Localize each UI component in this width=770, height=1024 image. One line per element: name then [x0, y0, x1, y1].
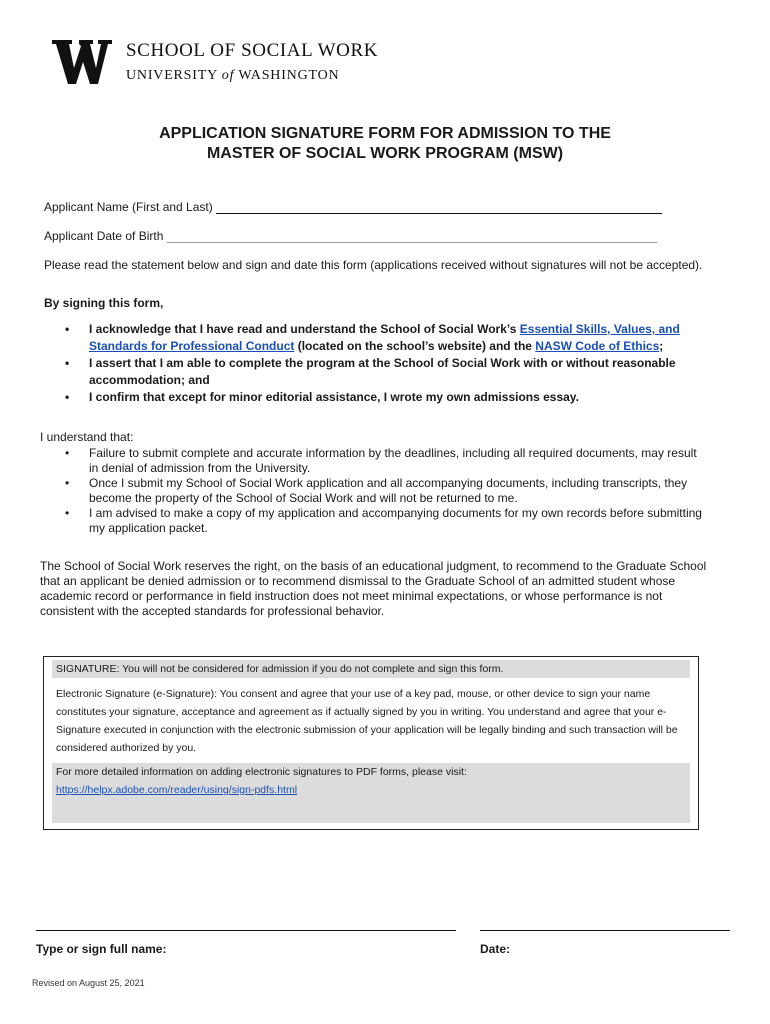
signing-item-acknowledge: • I acknowledge that I have read and understand the School of Social Work’s Essential Skills, Values, and Standards for Professional Conduct (located on the school’s website) and the NASW Code of Ethics; [65, 322, 680, 353]
adobe-sign-pdfs-link[interactable]: https://helpx.adobe.com/reader/using/sign-pdfs.html [56, 784, 298, 796]
uw-logo-w-icon [52, 40, 112, 84]
date-signature-line[interactable] [480, 930, 730, 931]
signing-lead: By signing this form, [44, 296, 164, 310]
applicant-name-row [44, 199, 662, 214]
applicant-name-label: Applicant Name (First and Last) [44, 200, 213, 214]
understand-lead: I understand that: [40, 430, 134, 444]
esignature-consent-text: Electronic Signature (e-Signature): You consent and agree that your use of a key pad, mouse, or other device to sign your name constitutes your signature, acceptance and agreement as if actually signed by you in writing. You understand and agree that your e-Signature executed in conjunction with the electronic submission of your application will be legally binding and such transaction will be considered authorized by you. [56, 688, 678, 754]
signing-item-assert: • I assert that I am able to complete the program at the School of Social Work with or without reasonable accommodation; and [65, 356, 676, 387]
nasw-code-link[interactable]: NASW Code of Ethics [535, 339, 660, 353]
more-info-text: For more detailed information on adding electronic signatures to PDF forms, please visit: [56, 766, 467, 778]
applicant-dob-label: Applicant Date of Birth [44, 229, 164, 243]
applicant-dob-field[interactable] [167, 228, 657, 243]
full-name-label: Type or sign full name: [36, 942, 167, 956]
instructions-text: Please read the statement below and sign and date this form (applications received without signatures will not be accepted). [44, 258, 703, 272]
applicant-name-field[interactable] [216, 199, 662, 214]
essential-skills-link[interactable]: Essential Skills, Values, and Standards for Professional Conduct [89, 322, 680, 353]
applicant-dob-row [44, 228, 657, 243]
understand-item: • I am advised to make a copy of my application and accompanying documents for my own records before submitting my application packet. [65, 506, 702, 535]
full-name-signature-line[interactable] [36, 930, 456, 931]
date-label: Date: [480, 942, 511, 956]
more-info-block [52, 763, 690, 823]
revision-date: Revised on August 25, 2021 [32, 978, 145, 988]
school-name: SCHOOL OF SOCIAL WORK [126, 40, 379, 61]
page-title: APPLICATION SIGNATURE FORM FOR ADMISSION TO THE MASTER OF SOCIAL WORK PROGRAM (MSW) [159, 125, 611, 162]
university-name: UNIVERSITY of WASHINGTON [126, 68, 340, 83]
signature-info-box [43, 656, 699, 830]
signature-notice: SIGNATURE: You will not be considered for admission if you do not complete and sign this form. [52, 660, 690, 678]
reservation-paragraph: The School of Social Work reserves the right, on the basis of an educational judgment, to recommend to the Graduate School that an applicant be denied admission or to recommend dismissal to the Graduate School of an admitted student whose academic record or performance in field instruction does not meet minimal expectations, or whose performance is not consistent with the accepted standards for professional behavior. [40, 559, 707, 618]
signing-item-confirm: • I confirm that except for minor editorial assistance, I wrote my own admissions essay. [65, 390, 579, 404]
understand-item: • Failure to submit complete and accurate information by the deadlines, including all required documents, may result in denial of admission from the University. [65, 446, 697, 475]
signing-list [65, 321, 719, 406]
understand-item: • Once I submit my School of Social Work application and all accompanying documents, including transcripts, they become the property of the School of Social Work and will not be returned to me. [65, 476, 688, 505]
understand-list [65, 446, 709, 536]
